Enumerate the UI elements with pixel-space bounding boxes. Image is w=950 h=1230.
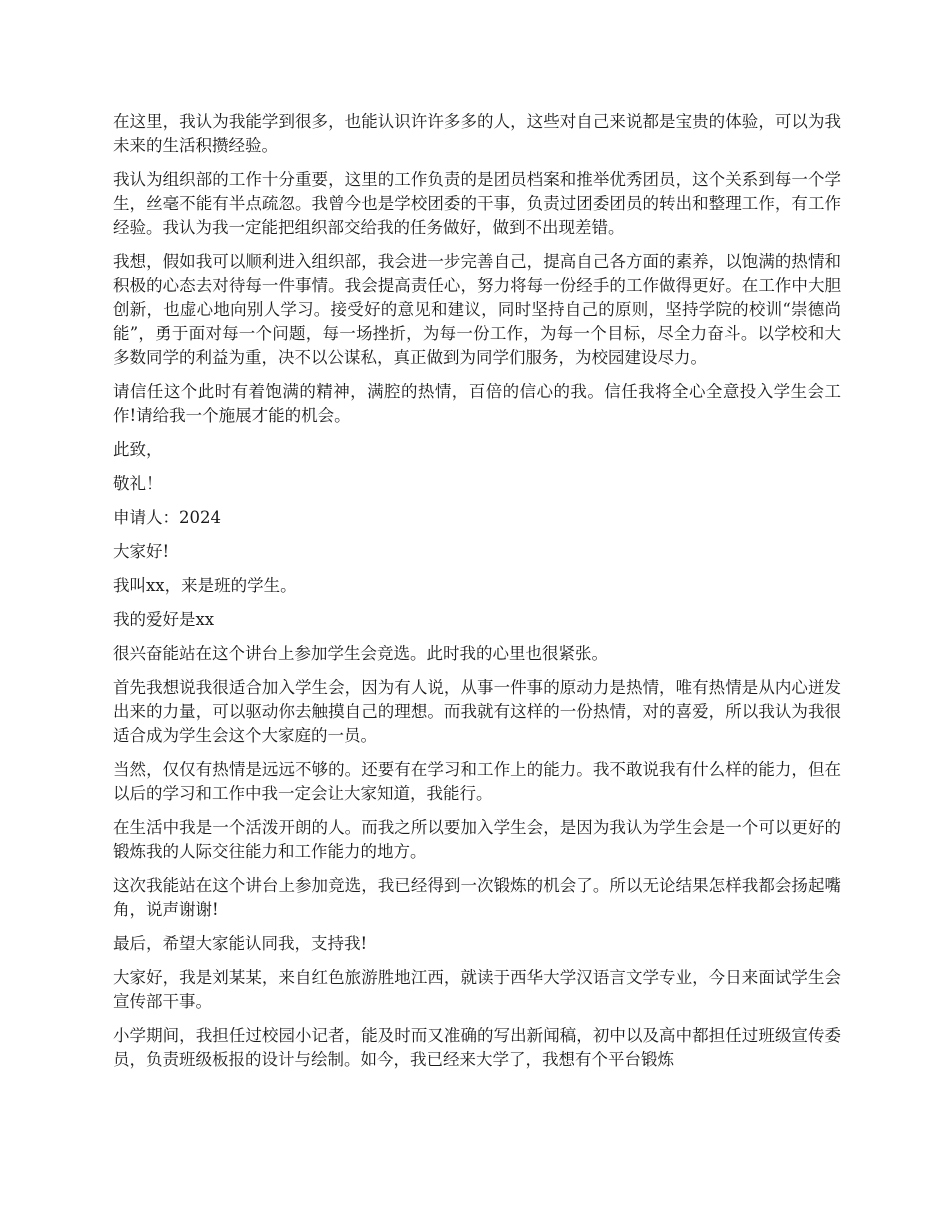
closing-salutation: 此致， [113,440,163,459]
paragraph: 最后，希望大家能认同我，支持我! [113,934,368,953]
paragraph: 首先我想说我很适合加入学生会，因为有人说，从事一件事的原动力是热情，唯有热情是从内心迸发出来的力量，可以驱动你去触摸自己的理想。而我就有这样的一份热情，对的喜爱，所以我认为我很适合成为学生会这个大家庭的一员。 [113,678,841,745]
paragraph: 我认为组织部的工作十分重要，这里的工作负责的是团员档案和推举优秀团员，这个关系到每一个学生，丝毫不能有半点疏忽。我曾今也是学校团委的干事，负责过团委团员的转出和整理工作，有工作经验。我认为我一定能把组织部交给我的任务做好，做到不出现差错。 [113,170,841,237]
paragraph: 小学期间，我担任过校园小记者，能及时而又准确的写出新闻稿，初中以及高中都担任过班级宣传委员，负责班级板报的设计与绘制。如今，我已经来大学了，我想有个平台锻炼 [113,1026,841,1069]
paragraph: 很兴奋能站在这个讲台上参加学生会竞选。此时我的心里也很紧张。 [113,644,608,663]
paragraph: 我想，假如我可以顺利进入组织部，我会进一步完善自己，提高自己各方面的素养，以饱满的热情和积极的心态去对待每一件事情。我会提高责任心，努力将每一份经手的工作做得更好。在工作中大胆创新，也虚心地向别人学习。接受好的意见和建议，同时坚持自己的原则，坚持学院的校训“崇德尚能”，勇于面对每一个问题，每一场挫折，为每一份工作，为每一个目标，尽全力奋斗。以学校和大多数同学的利益为重，决不以公谋私，真正做到为同学们服务，为校园建设尽力。 [113,252,841,367]
paragraph: 当然，仅仅有热情是远远不够的。还要有在学习和工作上的能力。我不敢说我有什么样的能力，但在以后的学习和工作中我一定会让大家知道，我能行。 [113,760,841,803]
closing-regards: 敬礼！ [113,474,163,493]
document-page [113,110,841,1082]
greeting: 大家好! [113,542,170,561]
paragraph: 在生活中我是一个活泼开朗的人。而我之所以要加入学生会，是因为我认为学生会是一个可以更好的锻炼我的人际交往能力和工作能力的地方。 [113,818,841,861]
paragraph: 请信任这个此时有着饱满的精神，满腔的热情，百倍的信心的我。信任我将全心全意投入学生会工作!请给我一个施展才能的机会。 [113,382,841,425]
paragraph: 大家好，我是刘某某，来自红色旅游胜地江西，就读于西华大学汉语言文学专业，今日来面试学生会宣传部干事。 [113,968,841,1011]
paragraph: 这次我能站在这个讲台上参加竞选，我已经得到一次锻炼的机会了。所以无论结果怎样我都会扬起嘴角，说声谢谢! [113,876,841,919]
applicant-line: 申请人：2024 [113,508,221,527]
paragraph: 我叫xx，来是班的学生。 [113,576,297,595]
paragraph: 我的爱好是xx [113,610,215,629]
paragraph: 在这里，我认为我能学到很多，也能认识许许多多的人，这些对自己来说都是宝贵的体验，可以为我未来的生活积攒经验。 [113,112,841,155]
